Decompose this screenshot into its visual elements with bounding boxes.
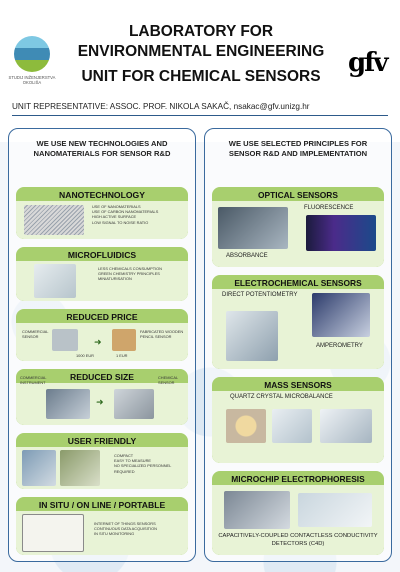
header-divider — [12, 115, 388, 116]
iot-diagram-image — [22, 514, 84, 552]
qcm-schematic-image — [272, 409, 312, 443]
card-line: IN SITU MONITORING — [94, 531, 135, 537]
card-title: IN SITU / ON LINE / PORTABLE — [38, 500, 166, 510]
card-electrochemical-sensors — [212, 275, 384, 369]
poster-subtitle: UNIT FOR CHEMICAL SENSORS — [81, 68, 321, 85]
faculty-logo: gfv — [348, 48, 387, 78]
fluorescence-image — [306, 215, 376, 251]
poster-header — [0, 0, 400, 120]
card-title: MASS SENSORS — [264, 380, 332, 390]
unit-representative: UNIT REPRESENTATIVE: ASSOC. PROF. NIKOLA SAKAČ, nsakac@gfv.unizg.hr — [12, 102, 310, 111]
pencil-sensor-label: FABRICATED WOODEN PENCIL SENSOR — [140, 329, 184, 340]
absorbance-label: ABSORBANCE — [226, 253, 268, 259]
card-title: ELECTROCHEMICAL SENSORS — [234, 278, 362, 288]
commercial-instrument-label: COMMERCIAL INSTRUMENT — [20, 375, 47, 386]
card-line: GREEN CHEMISTRY PRINCIPLES — [98, 271, 160, 277]
poster-title: LABORATORY FOR ENVIRONMENTAL ENGINEERING — [77, 23, 325, 60]
card-line: NO SPECIALIZED PERSONNEL REQUIRED — [114, 463, 172, 474]
arrow-icon: ➜ — [96, 397, 104, 407]
card-title: REDUCED SIZE — [70, 372, 134, 382]
direct-potentiometry-label: DIRECT POTENTIOMETRY — [222, 292, 298, 298]
card-user-friendly — [16, 433, 188, 489]
study-logo — [14, 36, 50, 72]
chemical-sensor-label: CHEMICAL SENSOR — [158, 375, 178, 386]
quartz-crystal-image — [226, 409, 266, 443]
commercial-sensor-image — [52, 329, 78, 351]
card-microchip-electrophoresis — [212, 471, 384, 555]
field-measurement-image — [22, 450, 56, 486]
card-line: USE OF CARBON NANOMATERIALS — [92, 209, 159, 215]
card-title: MICROCHIP ELECTROPHORESIS — [231, 474, 365, 484]
card-line: INTERNET OF THINGS SENSORS — [94, 521, 156, 526]
card-line: LESS CHEMICALS CONSUMPTION — [98, 266, 162, 271]
card-line: HIGH ACTIVE SURFACE — [92, 214, 137, 220]
microchip-image — [298, 493, 372, 527]
fabricated-price: 1 EUR — [116, 353, 128, 358]
card-mass-sensors — [212, 377, 384, 463]
card-title: USER FRIENDLY — [67, 436, 137, 446]
card-reduced-price — [16, 309, 188, 361]
electrophoresis-instrument-image — [224, 491, 290, 529]
amperometry-label: AMPEROMETRY — [316, 343, 363, 349]
card-title: NANOTECHNOLOGY — [59, 190, 145, 200]
card-line: EASY TO MEASURE — [114, 458, 151, 464]
card-reduced-size — [16, 369, 188, 425]
qcm-graph-image — [320, 409, 372, 443]
qcm-label: QUARTZ CRYSTAL MICROBALANCE — [230, 394, 333, 400]
left-column — [8, 128, 196, 562]
card-title: REDUCED PRICE — [66, 312, 138, 322]
card-nanotechnology — [16, 187, 188, 239]
card-line: LOW SIGNAL TO NOISE RATIO — [92, 219, 149, 225]
arrow-icon: ➜ — [94, 337, 102, 347]
card-title: OPTICAL SENSORS — [258, 190, 338, 200]
amperometry-electrode-image — [312, 293, 370, 337]
card-title: MICROFLUIDICS — [67, 250, 137, 260]
c4d-label: CAPACITIVELY-COUPLED CONTACTLESS CONDUCTIVITY DETECTORS (C4D) — [218, 533, 378, 547]
card-line: COMPACT — [114, 453, 134, 458]
microfluidic-chip-image — [34, 264, 76, 298]
portable-device-image — [60, 450, 100, 486]
commercial-instrument-image — [46, 389, 90, 419]
commercial-sensor-label: COMMERCIAL SENSOR — [22, 329, 49, 340]
study-logo-text: STUDIJ INŽENJERSTVA OKOLIŠA — [8, 75, 56, 85]
fluorescence-label: FLUORESCENCE — [304, 205, 354, 211]
spectrophotometer-image — [218, 207, 288, 249]
right-column — [204, 128, 392, 562]
card-microfluidics — [16, 247, 188, 301]
chemical-sensor-image — [114, 389, 154, 419]
card-line: USE OF NANOMATERIALS — [92, 204, 141, 209]
card-in-situ — [16, 497, 188, 555]
right-column-heading: WE USE SELECTED PRINCIPLES FOR SENSOR R&D AND IMPLEMENTATION — [228, 139, 368, 158]
pencil-sensor-image — [112, 329, 136, 351]
card-optical-sensors — [212, 187, 384, 267]
nanotube-image — [24, 205, 84, 235]
potentiometry-setup-image — [226, 311, 278, 361]
card-line: MINIATURISATION — [98, 276, 132, 282]
card-line: CONTINUOUS DATA ACQUISITION — [94, 526, 157, 532]
commercial-price: 1000 EUR — [76, 353, 94, 358]
left-column-heading: WE USE NEW TECHNOLOGIES AND NANOMATERIALS FOR SENSOR R&D — [33, 139, 171, 158]
